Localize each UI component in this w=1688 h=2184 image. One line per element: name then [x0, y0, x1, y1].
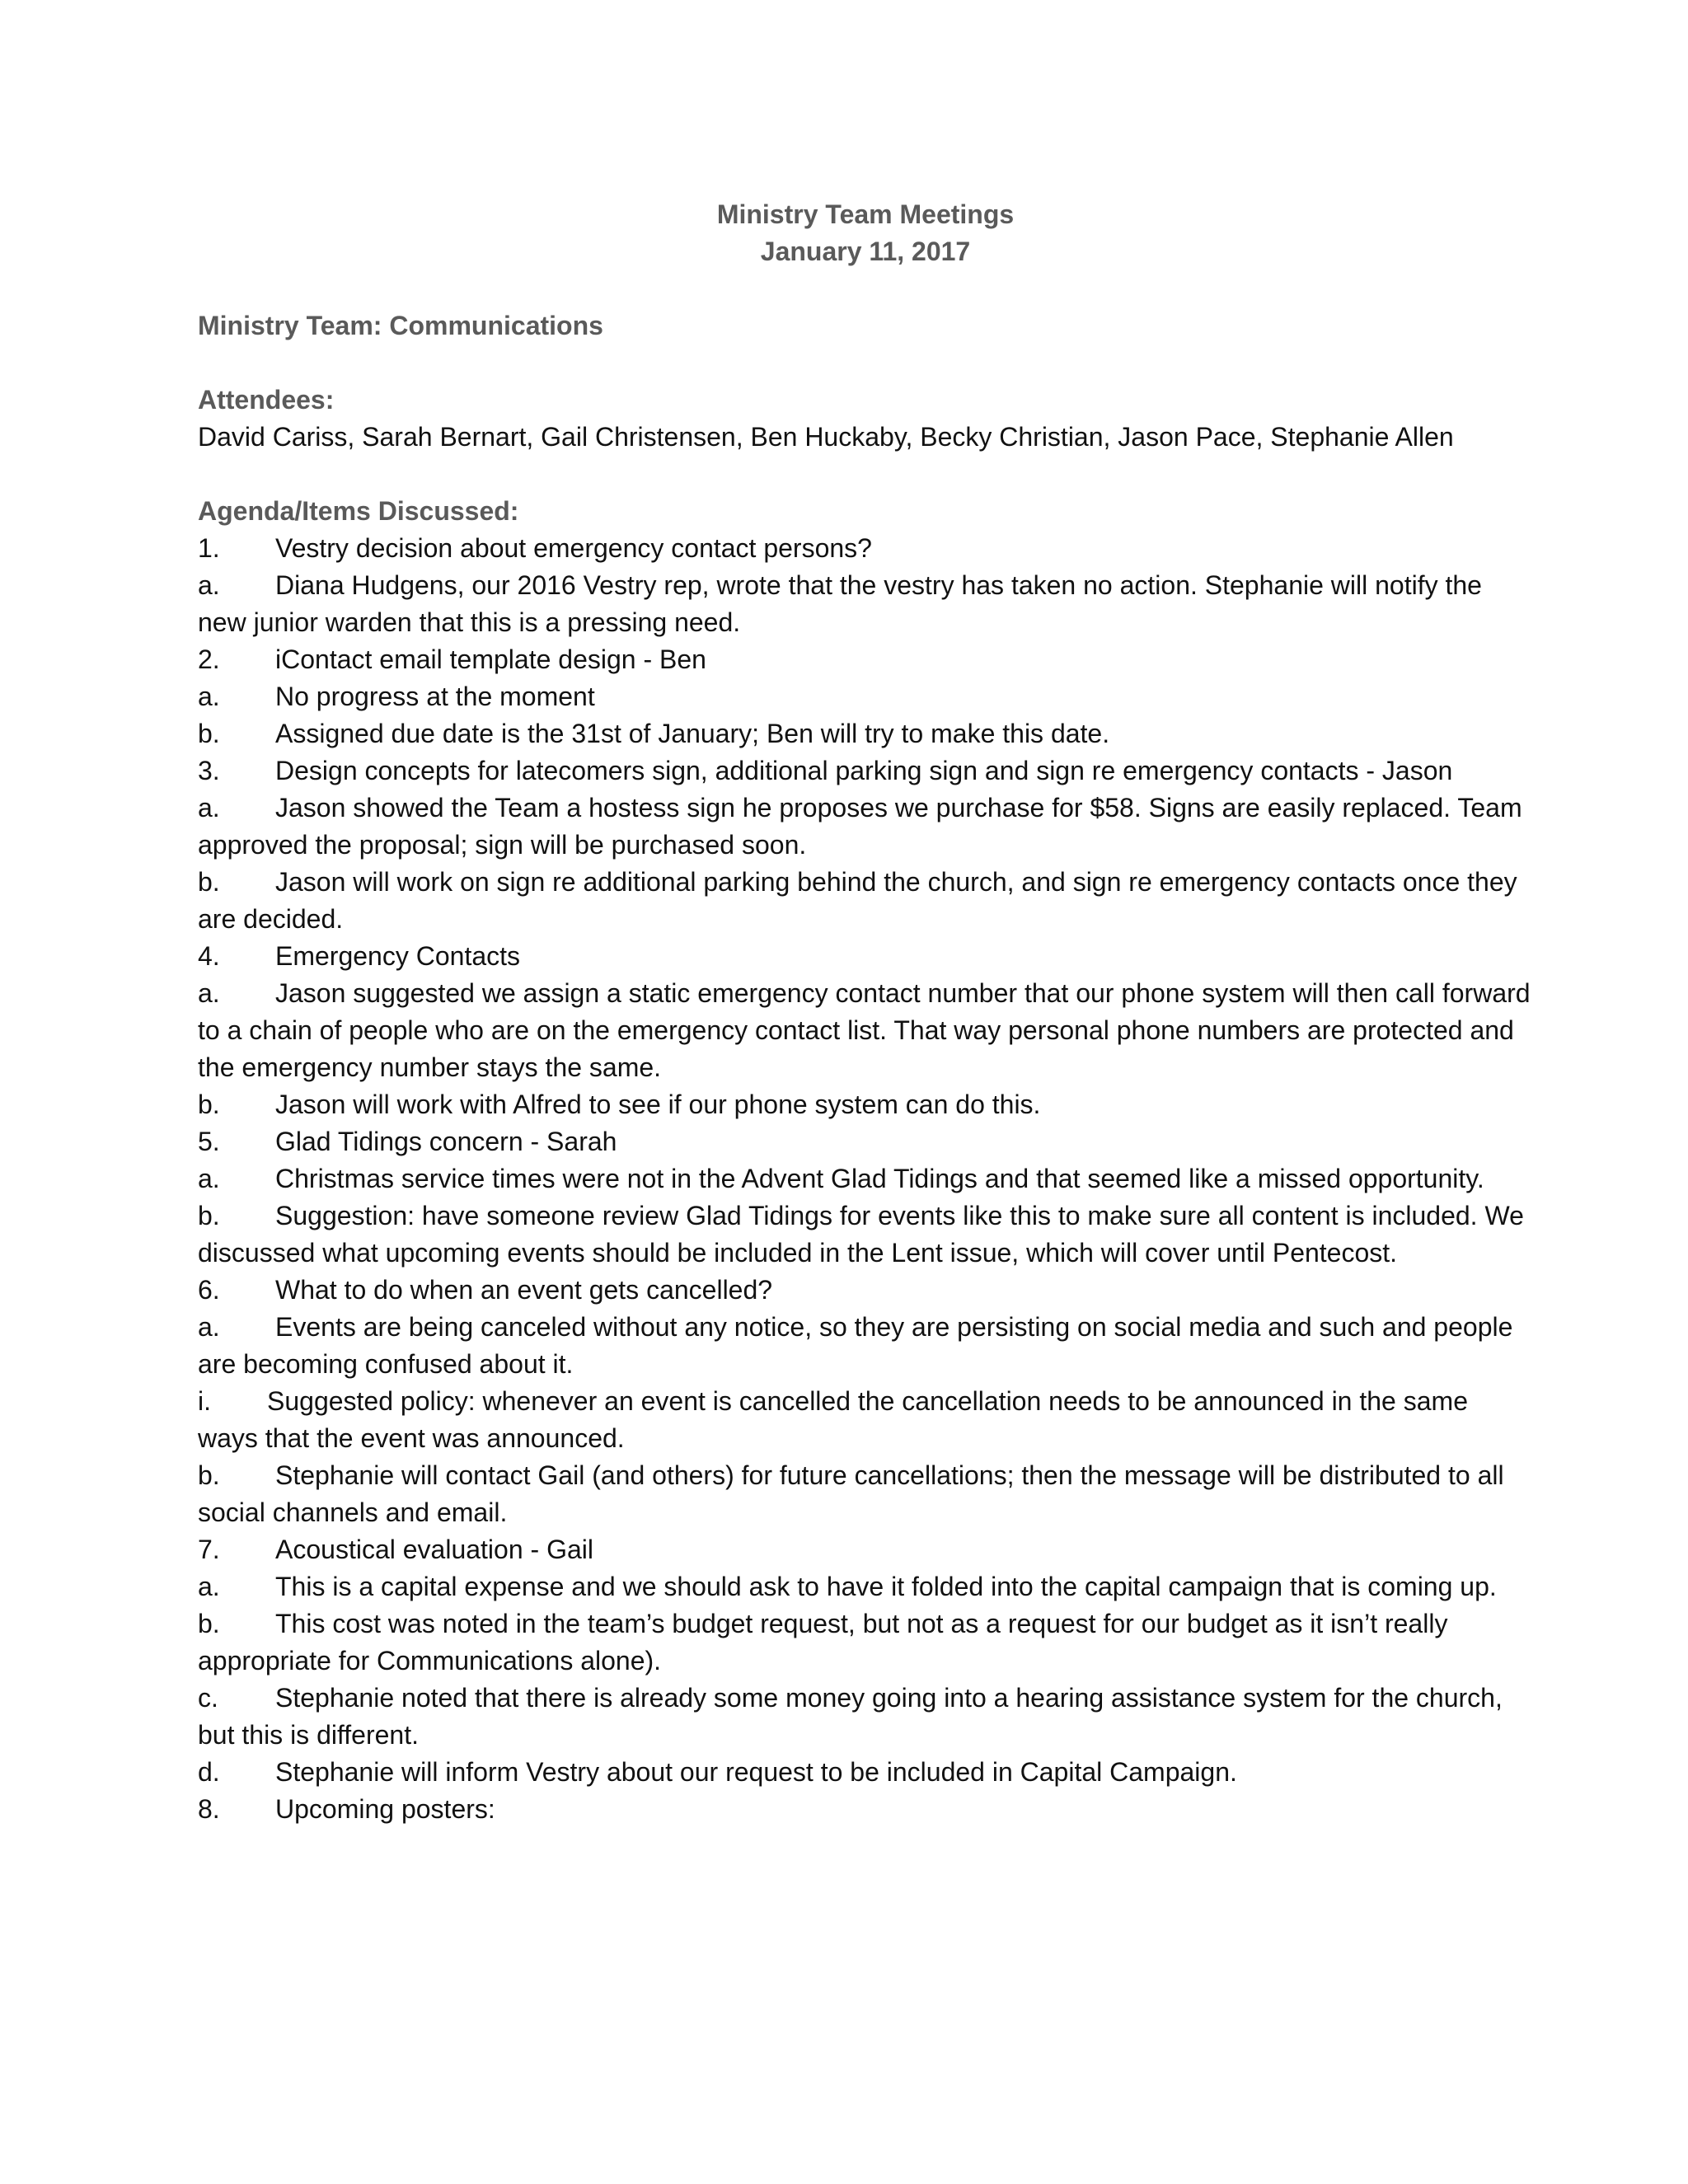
item-text: iContact email template design - Ben: [275, 644, 706, 674]
item-text: Acoustical evaluation - Gail: [275, 1535, 593, 1564]
item-text: Upcoming posters:: [275, 1794, 495, 1824]
agenda-item: [198, 1272, 1533, 1309]
document-title: Ministry Team Meetings: [716, 199, 1015, 229]
item-marker: 7.: [198, 1535, 220, 1564]
item-text: Emergency Contacts: [275, 941, 521, 971]
item-marker: b.: [198, 719, 220, 748]
agenda-item: [198, 567, 1533, 641]
item-text: What to do when an event gets cancelled?: [275, 1275, 773, 1305]
title-block: [198, 196, 1533, 270]
agenda-item: [198, 938, 1533, 975]
agenda-item: [198, 1791, 1533, 1828]
item-text: This cost was noted in the team’s budget request, but not as a request for our budget as it isn’t really appropriate for Communications alone).: [198, 1609, 1448, 1675]
agenda-item: [198, 1197, 1533, 1272]
agenda-item: [198, 1568, 1533, 1605]
item-marker: 8.: [198, 1794, 220, 1824]
item-text: Jason suggested we assign a static emergency contact number that our phone system will then call forward to a chain of people who are on the emergency contact list. That way personal phone numbers are protected and the emergency number stays the same.: [198, 978, 1531, 1082]
spacer: [198, 270, 1533, 307]
item-marker: b.: [198, 1201, 220, 1230]
item-marker: a.: [198, 682, 220, 711]
item-marker: a.: [198, 570, 220, 600]
agenda-item: [198, 790, 1533, 864]
item-marker: 1.: [198, 533, 220, 563]
spacer: [198, 456, 1533, 493]
document-page: [198, 196, 1533, 1828]
agenda-item: [198, 1123, 1533, 1160]
meeting-date: January 11, 2017: [760, 237, 971, 266]
item-text: Suggestion: have someone review Glad Tidings for events like this to make sure all content is included. We discussed what upcoming events should be included in the Lent issue, which will cover until Pentecost.: [198, 1201, 1524, 1268]
item-marker: d.: [198, 1757, 220, 1787]
item-text: Suggested policy: whenever an event is cancelled the cancellation needs to be announced in the same ways that the event was announced.: [198, 1386, 1468, 1453]
agenda-item: [198, 678, 1533, 715]
item-marker: 5.: [198, 1127, 220, 1156]
item-text: Christmas service times were not in the Advent Glad Tidings and that seemed like a missed opportunity.: [275, 1164, 1484, 1193]
item-text: Assigned due date is the 31st of January; Ben will try to make this date.: [275, 719, 1110, 748]
agenda-item: [198, 641, 1533, 678]
item-marker: a.: [198, 1572, 220, 1601]
item-marker: a.: [198, 1312, 220, 1342]
item-marker: 3.: [198, 756, 220, 785]
agenda-item: [198, 1605, 1533, 1680]
item-text: Jason will work on sign re additional parking behind the church, and sign re emergency contacts once they are decided.: [198, 867, 1517, 934]
agenda-list: [198, 530, 1533, 1828]
item-text: Glad Tidings concern - Sarah: [275, 1127, 617, 1156]
team-heading: Ministry Team: Communications: [198, 311, 603, 340]
agenda-item: [198, 1383, 1533, 1457]
agenda-item: [198, 864, 1533, 938]
item-marker: 2.: [198, 644, 220, 674]
item-marker: b.: [198, 867, 220, 897]
item-text: Jason will work with Alfred to see if our phone system can do this.: [275, 1090, 1041, 1119]
item-text: Stephanie will inform Vestry about our request to be included in Capital Campaign.: [275, 1757, 1237, 1787]
item-text: Design concepts for latecomers sign, additional parking sign and sign re emergency contacts - Jason: [275, 756, 1453, 785]
item-marker: a.: [198, 978, 220, 1008]
agenda-item: [198, 1160, 1533, 1197]
agenda-item: [198, 530, 1533, 567]
item-text: This is a capital expense and we should ask to have it folded into the capital campaign that is coming up.: [275, 1572, 1497, 1601]
item-marker: b.: [198, 1609, 220, 1638]
item-marker: i.: [198, 1386, 211, 1416]
attendees-list: David Cariss, Sarah Bernart, Gail Christensen, Ben Huckaby, Becky Christian, Jason Pace, Stephanie Allen: [198, 422, 1454, 452]
agenda-item: [198, 752, 1533, 790]
item-text: Diana Hudgens, our 2016 Vestry rep, wrote that the vestry has taken no action. Stephanie will notify the new junior warden that this is a pressing need.: [198, 570, 1482, 637]
agenda-item: [198, 1086, 1533, 1123]
agenda-item: [198, 1754, 1533, 1791]
item-marker: 4.: [198, 941, 220, 971]
item-marker: b.: [198, 1090, 220, 1119]
item-text: Jason showed the Team a hostess sign he proposes we purchase for $58. Signs are easily replaced. Team approved the proposal; sign will be purchased soon.: [198, 793, 1522, 860]
item-text: Events are being canceled without any notice, so they are persisting on social media and such and people are becoming confused about it.: [198, 1312, 1513, 1379]
item-text: Vestry decision about emergency contact persons?: [275, 533, 872, 563]
agenda-item: [198, 715, 1533, 752]
item-text: Stephanie will contact Gail (and others) for future cancellations; then the message will be distributed to all social channels and email.: [198, 1460, 1504, 1527]
item-marker: c.: [198, 1683, 218, 1713]
agenda-item: [198, 1531, 1533, 1568]
agenda-item: [198, 1680, 1533, 1754]
spacer: [198, 344, 1533, 382]
attendees-heading: Attendees:: [198, 385, 335, 415]
item-text: No progress at the moment: [275, 682, 595, 711]
agenda-heading: Agenda/Items Discussed:: [198, 496, 519, 526]
item-marker: a.: [198, 1164, 220, 1193]
item-marker: b.: [198, 1460, 220, 1490]
item-text: Stephanie noted that there is already some money going into a hearing assistance system for the church, but this is different.: [198, 1683, 1503, 1750]
item-marker: 6.: [198, 1275, 220, 1305]
item-marker: a.: [198, 793, 220, 823]
agenda-item: [198, 1457, 1533, 1531]
agenda-item: [198, 975, 1533, 1086]
agenda-item: [198, 1309, 1533, 1383]
